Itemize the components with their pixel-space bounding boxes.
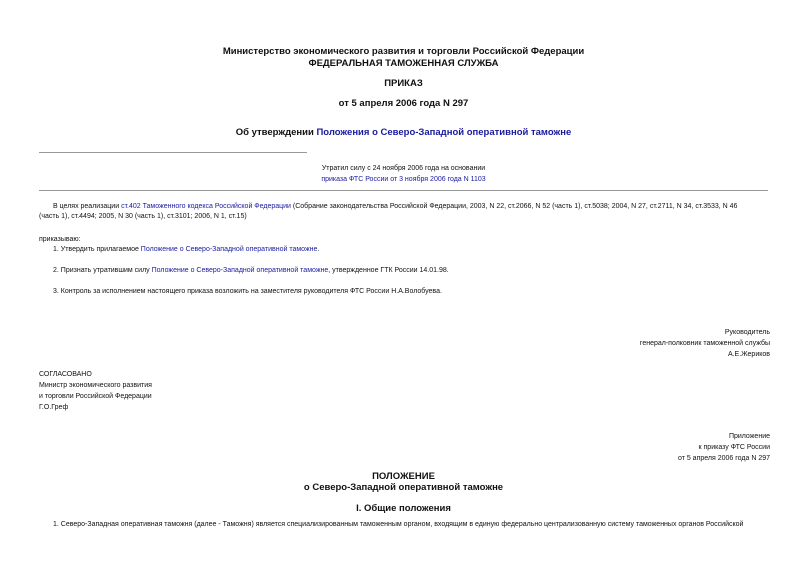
appendix-line-1: Приложение: [728, 433, 770, 440]
agreed-block: [39, 369, 152, 413]
item-1-post: .: [317, 246, 320, 253]
preamble-line-1: [53, 203, 737, 210]
divider-long: [39, 190, 768, 191]
service-name: ФЕДЕРАЛЬНАЯ ТАМОЖЕННАЯ СЛУЖБА: [308, 58, 499, 69]
item-2-pre: 2. Признать утратившим силу: [53, 267, 152, 274]
divider-short: [39, 152, 307, 153]
status-link[interactable]: приказа ФТС России от 3 ноября 2006 года N 1103: [321, 176, 486, 183]
ministry-name: Министерство экономического развития и торговли Российской Федерации: [222, 46, 585, 57]
preamble-lead: В целях реализации: [53, 203, 122, 210]
appendix-block: [678, 431, 770, 464]
title-prefix: Об утверждении: [235, 127, 317, 138]
status-line: Утратил силу с 24 ноября 2006 года на основании: [321, 165, 486, 172]
item-1-pre: 1. Утвердить прилагаемое: [53, 246, 141, 253]
section-heading: I. Общие положения: [356, 503, 451, 514]
agreed-name: Г.О.Греф: [39, 404, 69, 411]
preamble-link[interactable]: ст.402 Таможенного кодекса Российской Федерации: [121, 203, 291, 210]
document-type: ПРИКАЗ: [384, 78, 423, 89]
item-1-link[interactable]: Положение о Северо-Западной оперативной таможне: [140, 246, 318, 253]
signature-title-2: генерал-полковник таможенной службы: [639, 340, 770, 347]
appendix-line-2: к приказу ФТС России: [698, 444, 770, 451]
preamble-line-2: (часть 1), ст.4494; 2005, N 30 (часть 1), ст.3101; 2006, N 1, ст.15): [39, 213, 247, 220]
title-link[interactable]: Положения о Северо-Западной оперативной таможне: [316, 127, 572, 138]
regulation-title: ПОЛОЖЕНИЕ: [372, 471, 435, 482]
agreed-line-2: и торговли Российской Федерации: [39, 393, 152, 400]
item-2-post: , утвержденное ГТК России 14.01.98.: [328, 267, 449, 274]
regulation-paragraph-1: 1. Северо-Западная оперативная таможня (далее - Таможня) является специализированным таможенным органом, входящим в единую федерально централизованную систему таможенных органов Российской: [53, 521, 744, 528]
item-2: [53, 267, 449, 274]
signature-block: [640, 327, 770, 360]
signature-title-1: Руководитель: [724, 329, 770, 336]
agreed-line-1: Министр экономического развития: [39, 382, 152, 389]
appendix-line-3: от 5 апреля 2006 года N 297: [677, 455, 770, 462]
document-title: [0, 127, 807, 138]
signature-name: А.Е.Жериков: [727, 351, 770, 358]
agreed-label: СОГЛАСОВАНО: [39, 371, 92, 378]
regulation-subtitle: о Северо-Западной оперативной таможне: [303, 482, 504, 493]
order-word: приказываю:: [39, 236, 81, 243]
item-2-link[interactable]: Положение о Северо-Западной оперативной таможне: [151, 267, 329, 274]
document-date-number: от 5 апреля 2006 года N 297: [338, 98, 469, 109]
preamble-rest: (Собрание законодательства Российской Федерации, 2003, N 22, ст.2066, N 52 (часть 1), ст.5038; 2004, N 27, ст.2711, N 34, ст.3533, N 46: [290, 203, 738, 210]
item-3: 3. Контроль за исполнением настоящего приказа возложить на заместителя руководителя ФТС России Н.А.Волобуева.: [53, 288, 442, 295]
item-1: [53, 246, 319, 253]
